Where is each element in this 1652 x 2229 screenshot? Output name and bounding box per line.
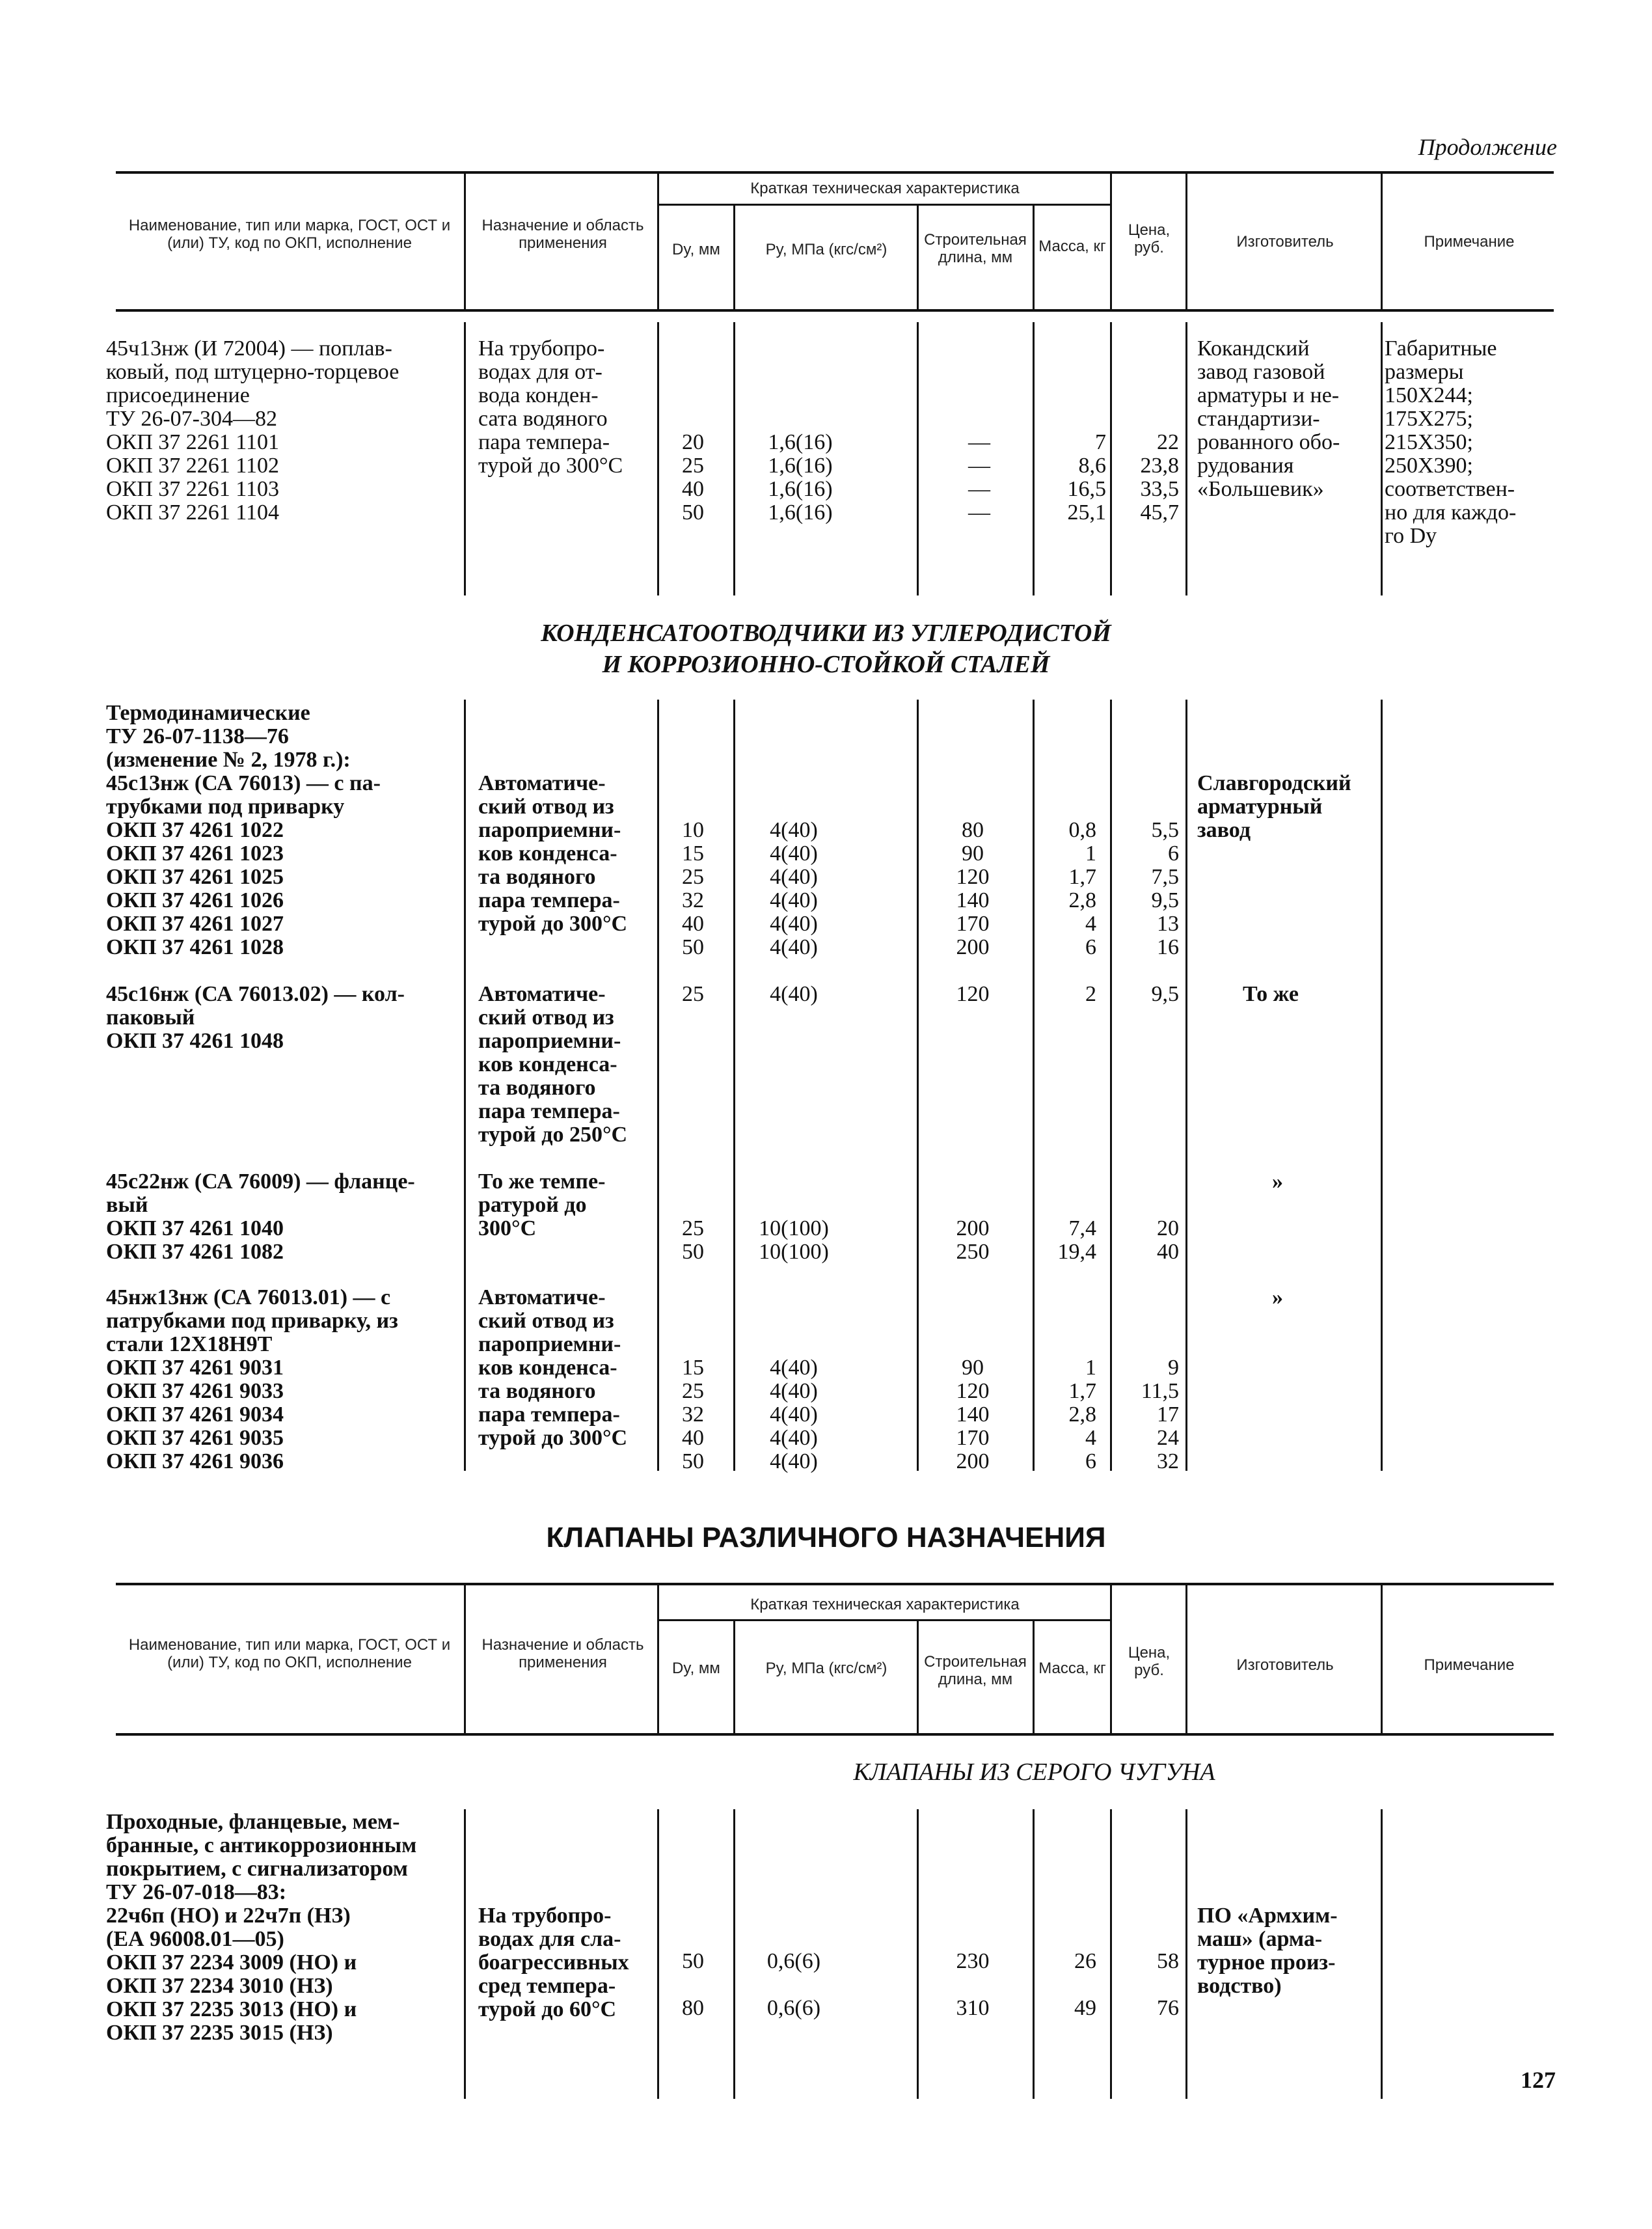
table1-block2-sep-2 xyxy=(657,700,659,1471)
table2-header-maker: Изготовитель xyxy=(1236,1656,1334,1674)
section-title-condensate-2: И КОРРОЗИОННО-СТОЙКОЙ СТАЛЕЙ xyxy=(602,651,1050,678)
entry-maker: Славгородский арматурный завод xyxy=(1197,771,1351,842)
entry-maker: » xyxy=(1272,1285,1283,1309)
table1-block2-sep-5 xyxy=(1033,700,1035,1471)
table1-top-rule xyxy=(116,171,1554,174)
table1-header-note: Примечание xyxy=(1424,233,1515,251)
entry-purpose: То же темпе- ратурой до 300°С xyxy=(478,1169,606,1240)
table2-header-sep-8 xyxy=(1381,1585,1383,1733)
entry-price: 9,5 xyxy=(1151,982,1179,1006)
entry-purpose: Автоматиче- ский отвод из пароприемни- ков конденса- та водяного пара темпера- турой до 250°С xyxy=(478,982,628,1147)
entry-dy: 50 80 xyxy=(682,1949,704,2020)
table1-header-sep-6 xyxy=(1110,174,1112,309)
entry-purpose: Автоматиче- ский отвод из пароприемни- ков конденса- та водяного пара темпера- турой до 300°С xyxy=(478,771,628,936)
table2-body-sep-8 xyxy=(1381,1809,1383,2099)
table2-header-length: Строительная длина, мм xyxy=(924,1653,1027,1688)
entry-dy: 10 15 25 32 40 50 xyxy=(682,818,704,959)
entry-note: Габаритные размеры 150Х244; 175Х275; 215Х350; 250Х390; соответствен- но для каждо- го Dy xyxy=(1385,336,1517,548)
table1-block2-sep-8 xyxy=(1381,700,1383,1471)
entry-mass: 0,8 1 1,7 2,8 4 6 xyxy=(1068,818,1096,959)
table2-header-mass: Масса, кг xyxy=(1038,1660,1106,1677)
table2-header-dy: Dy, мм xyxy=(672,1660,720,1677)
section-title-valves: КЛАПАНЫ РАЗЛИЧНОГО НАЗНАЧЕНИЯ xyxy=(546,1522,1106,1553)
entry-mass: 7 8,6 16,5 25,1 xyxy=(1067,430,1106,525)
table1-header-name: Наименование, тип или марка, ГОСТ, ОСТ и (или) ТУ, код по ОКП, исполнение xyxy=(128,217,451,252)
table2-body-sep-5 xyxy=(1033,1809,1035,2099)
table1-header-sep-5 xyxy=(1033,206,1035,309)
entry-py: 4(40) 4(40) 4(40) 4(40) 4(40) xyxy=(770,1356,818,1473)
table2-header-sep-5 xyxy=(1033,1621,1035,1733)
subsection-title-gray-iron: КЛАПАНЫ ИЗ СЕРОГО ЧУГУНА xyxy=(853,1758,1215,1786)
entry-py: 4(40) 4(40) 4(40) 4(40) 4(40) 4(40) xyxy=(770,818,818,959)
entry-name: Проходные, фланцевые, мем- бранные, с антикоррозионным покрытием, с сигнализатором ТУ 26-07-018—83: 22ч6п (НО) и 22ч7п (НЗ) (ЕА 96008.01—05) ОКП 37 2234 3009 (НО) и ОКП 37 2234 3010 (НЗ) ОКП 37 2235 3013 (НО) и ОКП 37 2235 3015 (НЗ) xyxy=(106,1810,417,2045)
table2-header-py: Py, МПа (кгс/см²) xyxy=(765,1660,887,1677)
entry-price: 5,5 6 7,5 9,5 13 16 xyxy=(1151,818,1179,959)
entry-length: 120 xyxy=(956,982,990,1006)
table1-header-sep-8 xyxy=(1381,174,1383,309)
table1-block1-sep-5 xyxy=(1033,322,1035,595)
entry-name: 45нж13нж (СА 76013.01) — с патрубками под приварку, из стали 12Х18Н9Т ОКП 37 4261 9031 ОКП 37 4261 9033 ОКП 37 4261 9034 ОКП 37 4261 9035 ОКП 37 4261 9036 xyxy=(106,1285,398,1473)
table2-header-sep-4 xyxy=(917,1621,919,1733)
section-title-condensate-1: КОНДЕНСАТООТВОДЧИКИ ИЗ УГЛЕРОДИСТОЙ xyxy=(541,620,1111,647)
table2-header-sep-1 xyxy=(464,1585,466,1733)
table1-header-tech-group: Краткая техническая характеристика xyxy=(750,180,1020,197)
table2-header-name: Наименование, тип или марка, ГОСТ, ОСТ и (или) ТУ, код по ОКП, исполнение xyxy=(128,1636,451,1671)
entry-price: 20 40 xyxy=(1157,1216,1179,1264)
table1-block2-sep-1 xyxy=(464,700,466,1471)
table1-header-sep-4 xyxy=(917,206,919,309)
continuation-label: Продолжение xyxy=(1418,134,1557,160)
table1-block1-sep-1 xyxy=(464,322,466,595)
table1-header-price: Цена, руб. xyxy=(1128,221,1171,256)
table1-header-dy: Dy, мм xyxy=(672,241,720,258)
entry-length: 80 90 120 140 170 200 xyxy=(956,818,990,959)
table2-body-sep-4 xyxy=(917,1809,919,2099)
page-number: 127 xyxy=(1521,2067,1556,2093)
table1-block2-sep-7 xyxy=(1185,700,1187,1471)
table1-block2-sep-4 xyxy=(917,700,919,1471)
entry-maker: Кокандский завод газовой арматуры и не- стандартизи- рованного обо- рудования «Большевик» xyxy=(1197,336,1340,501)
table1-header-bottom-rule xyxy=(116,309,1554,312)
table1-header-sep-2 xyxy=(657,174,659,309)
entry-mass: 26 49 xyxy=(1074,1949,1096,2020)
entry-price: 9 11,5 17 24 32 xyxy=(1141,1356,1179,1473)
table1-header-mass: Масса, кг xyxy=(1038,238,1106,255)
entry-maker: ПО «Армхим- маш» (арма- турное произ- водство) xyxy=(1197,1904,1338,1998)
entry-name: 45с22нж (СА 76009) — фланце- вый ОКП 37 4261 1040 ОКП 37 4261 1082 xyxy=(106,1169,415,1264)
table2-header-bottom-rule xyxy=(116,1733,1554,1736)
entry-purpose: Автоматиче- ский отвод из пароприемни- ков конденса- та водяного пара темпера- турой до 300°С xyxy=(478,1285,628,1450)
table2-body-sep-3 xyxy=(733,1809,735,2099)
entry-dy: 25 50 xyxy=(682,1216,704,1264)
entry-dy: 20 25 40 50 xyxy=(682,430,704,525)
entry-mass: 7,4 19,4 xyxy=(1057,1216,1096,1264)
table2-header-sep-2 xyxy=(657,1585,659,1733)
entry-price: 58 76 xyxy=(1157,1949,1179,2020)
table2-body-sep-1 xyxy=(464,1809,466,2099)
table1-tech-group-rule xyxy=(658,204,1110,206)
table2-top-rule xyxy=(116,1583,1554,1585)
entry-length: — — — — xyxy=(968,430,990,525)
entry-py: 4(40) xyxy=(770,982,818,1006)
table1-header-maker: Изготовитель xyxy=(1236,233,1334,251)
entry-dy: 15 25 32 40 50 xyxy=(682,1356,704,1473)
entry-length: 90 120 140 170 200 xyxy=(956,1356,990,1473)
table2-header-sep-7 xyxy=(1185,1585,1187,1733)
table2-header-note: Примечание xyxy=(1424,1656,1515,1674)
table1-header-py: Py, МПа (кгс/см²) xyxy=(765,241,887,258)
table2-header-price: Цена, руб. xyxy=(1128,1644,1171,1679)
entry-maker: » xyxy=(1272,1169,1283,1194)
table2-tech-group-rule xyxy=(658,1619,1110,1621)
table2-body-sep-2 xyxy=(657,1809,659,2099)
entry-purpose: На трубопро- водах для от- вода конден- сата водяного пара темпера- турой до 300°С xyxy=(478,336,623,478)
table1-block1-sep-6 xyxy=(1110,322,1112,595)
entry-py: 1,6(16) 1,6(16) 1,6(16) 1,6(16) xyxy=(768,430,833,525)
table1-header-sep-7 xyxy=(1185,174,1187,309)
table2-body-sep-6 xyxy=(1110,1809,1112,2099)
entry-name: 45ч13нж (И 72004) — поплав- ковый, под штуцерно-торцевое присоединение ТУ 26-07-304—82 ОКП 37 2261 1101 ОКП 37 2261 1102 ОКП 37 2261 1103 ОКП 37 2261 1104 xyxy=(106,336,399,525)
table2-header-sep-3 xyxy=(733,1621,735,1733)
entry-length: 200 250 xyxy=(956,1216,990,1264)
entry-dy: 25 xyxy=(682,982,704,1006)
table1-block1-sep-4 xyxy=(917,322,919,595)
entry-mass: 2 xyxy=(1085,982,1096,1006)
table1-block2-sep-6 xyxy=(1110,700,1112,1471)
entry-py: 0,6(6) 0,6(6) xyxy=(766,1949,821,2020)
entry-maker: То же xyxy=(1243,982,1299,1006)
table1-block1-sep-7 xyxy=(1185,322,1187,595)
entry-purpose: На трубопро- водах для сла- боагрессивных сред темпера- турой до 60°С xyxy=(478,1904,629,2021)
entry-py: 10(100) 10(100) xyxy=(759,1216,829,1264)
table2-body-sep-7 xyxy=(1185,1809,1187,2099)
table2-header-tech-group: Краткая техническая характеристика xyxy=(750,1596,1020,1613)
table2-header-purpose: Назначение и область применения xyxy=(481,1636,644,1671)
entry-length: 230 310 xyxy=(956,1949,990,2020)
table1-header-purpose: Назначение и область применения xyxy=(481,217,644,252)
table1-block1-sep-3 xyxy=(733,322,735,595)
table1-block2-sep-3 xyxy=(733,700,735,1471)
entry-name: Термодинамические ТУ 26-07-1138—76 (изменение № 2, 1978 г.): 45с13нж (СА 76013) — с па- трубками под приварку ОКП 37 4261 1022 ОКП 37 4261 1023 ОКП 37 4261 1025 ОКП 37 4261 1026 ОКП 37 4261 1027 ОКП 37 4261 1028 xyxy=(106,701,381,959)
entry-mass: 1 1,7 2,8 4 6 xyxy=(1068,1356,1096,1473)
entry-name: 45с16нж (СА 76013.02) — кол- паковый ОКП 37 4261 1048 xyxy=(106,982,405,1053)
entry-price: 22 23,8 33,5 45,7 xyxy=(1140,430,1179,525)
table2-header-sep-6 xyxy=(1110,1585,1112,1733)
table1-header-sep-3 xyxy=(733,206,735,309)
table1-block1-sep-8 xyxy=(1381,322,1383,595)
table1-block1-sep-2 xyxy=(657,322,659,595)
table1-header-sep-1 xyxy=(464,174,466,309)
table1-header-length: Строительная длина, мм xyxy=(924,231,1027,266)
